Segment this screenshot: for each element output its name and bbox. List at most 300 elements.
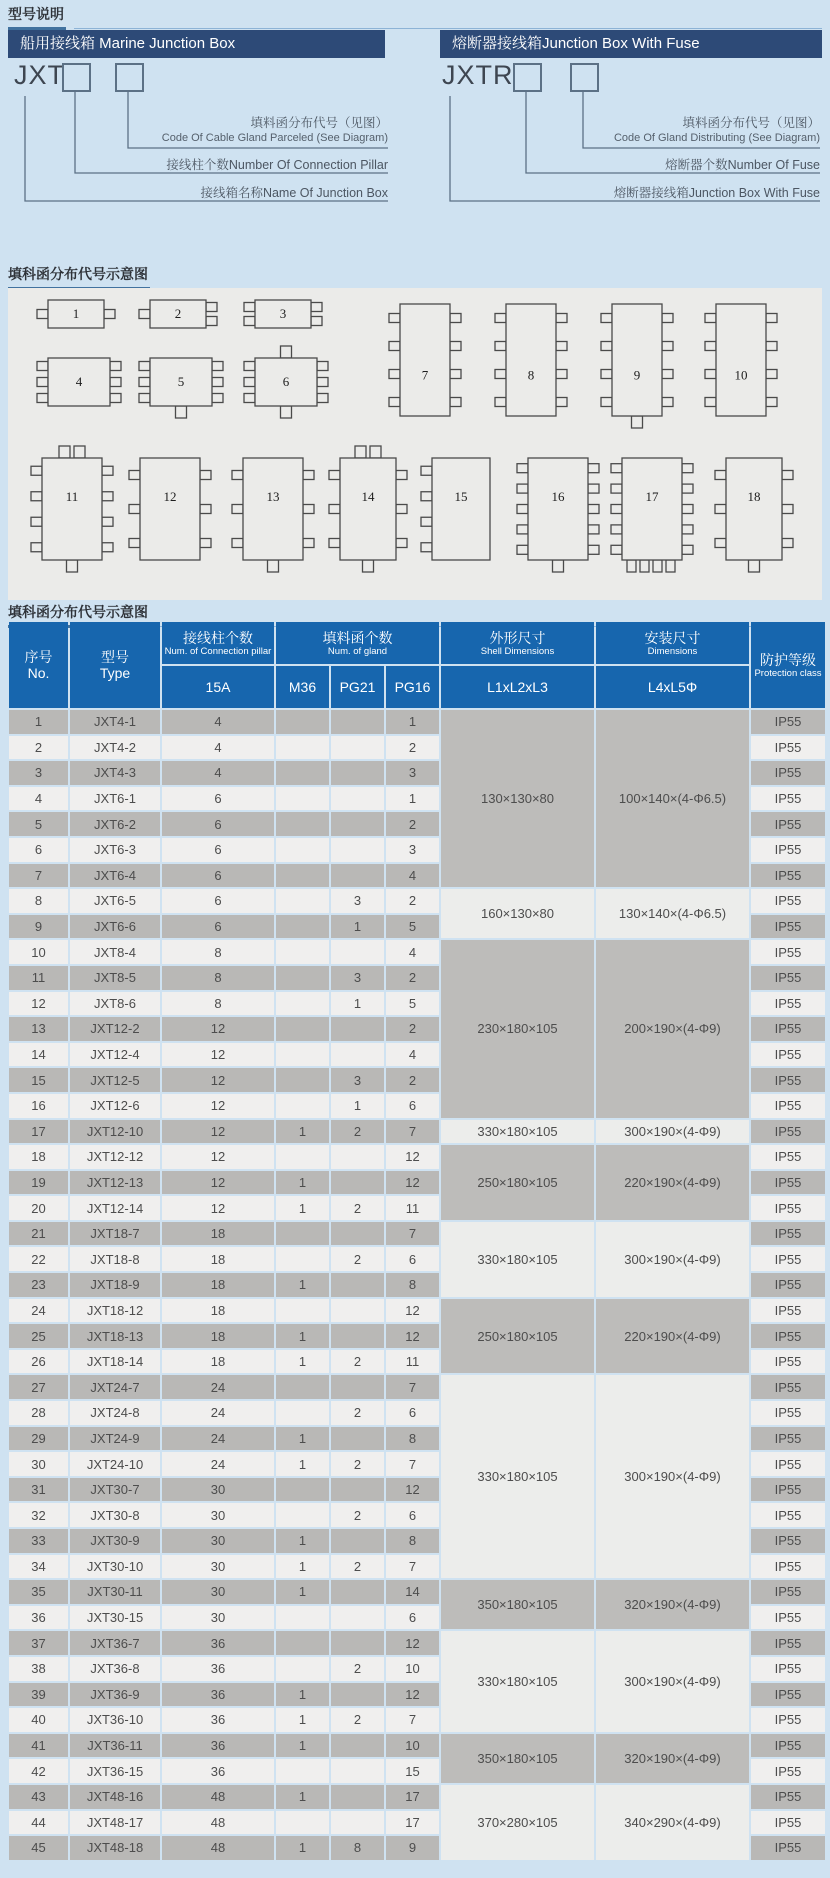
m36-cell: [276, 838, 329, 862]
gland-figure-16: [517, 458, 599, 572]
pg16-cell: 8: [386, 1529, 439, 1553]
no-cell: 34: [9, 1555, 68, 1579]
pillar-15a-cell: 12: [162, 1043, 274, 1067]
m36-cell: [276, 889, 329, 913]
pg16-cell: 5: [386, 915, 439, 939]
pg16-cell: 7: [386, 1452, 439, 1476]
gland-figure-number: 10: [734, 367, 748, 383]
pillar-15a-cell: 30: [162, 1478, 274, 1502]
protection-cell: IP55: [751, 1759, 825, 1783]
section-rule: [74, 28, 822, 29]
protection-cell: IP55: [751, 1068, 825, 1092]
protection-cell: IP55: [751, 864, 825, 888]
pg21-cell: [331, 1631, 384, 1655]
pg21-cell: [331, 1734, 384, 1758]
pg21-cell: [331, 1222, 384, 1246]
type-cell: JXT48-17: [70, 1811, 160, 1835]
protection-cell: IP55: [751, 1145, 825, 1169]
gland-figure-number: 14: [361, 488, 375, 504]
pg21-cell: [331, 1427, 384, 1451]
mount-dims-cell: 300×190×(4-Φ9): [596, 1120, 749, 1144]
pg21-cell: 1: [331, 992, 384, 1016]
pg16-cell: 5: [386, 992, 439, 1016]
protection-cell: IP55: [751, 1734, 825, 1758]
gland-figure-7: [389, 304, 461, 416]
pg16-cell: 11: [386, 1196, 439, 1220]
m36-cell: [276, 761, 329, 785]
type-cell: JXT36-15: [70, 1759, 160, 1783]
no-cell: 12: [9, 992, 68, 1016]
pg16-cell: 10: [386, 1657, 439, 1681]
m36-cell: 1: [276, 1273, 329, 1297]
pg21-cell: 2: [331, 1503, 384, 1527]
gland-figure-10: [705, 304, 777, 416]
pillar-15a-cell: 48: [162, 1836, 274, 1860]
pg16-cell: 2: [386, 736, 439, 760]
pg21-cell: [331, 761, 384, 785]
pg16-cell: 6: [386, 1401, 439, 1425]
type-cell: JXT30-9: [70, 1529, 160, 1553]
pg21-cell: [331, 1375, 384, 1399]
pg21-cell: [331, 1811, 384, 1835]
pg21-cell: [331, 1785, 384, 1809]
gland-figure-17: [611, 458, 693, 572]
gland-figure-14: [329, 446, 407, 572]
pg16-cell: 6: [386, 1247, 439, 1271]
pillar-15a-cell: 24: [162, 1401, 274, 1425]
pg21-cell: [331, 1606, 384, 1630]
gland-figure-number: 13: [266, 488, 280, 504]
table-row: [9, 1299, 825, 1323]
no-cell: 5: [9, 812, 68, 836]
pg21-cell: [331, 838, 384, 862]
no-cell: 38: [9, 1657, 68, 1681]
m36-cell: [276, 736, 329, 760]
no-cell: 22: [9, 1247, 68, 1271]
banner-junction-box-with-fuse: 熔断器接线箱Junction Box With Fuse: [440, 30, 822, 58]
table-row: [9, 1580, 825, 1604]
protection-cell: IP55: [751, 1171, 825, 1195]
m36-cell: 1: [276, 1529, 329, 1553]
pg21-cell: [331, 1478, 384, 1502]
pg16-cell: 6: [386, 1606, 439, 1630]
pillar-15a-cell: 24: [162, 1427, 274, 1451]
protection-cell: IP55: [751, 1811, 825, 1835]
no-cell: 36: [9, 1606, 68, 1630]
pg16-cell: 12: [386, 1478, 439, 1502]
pillar-15a-cell: 6: [162, 889, 274, 913]
m36-cell: [276, 1478, 329, 1502]
m36-cell: [276, 1299, 329, 1323]
pg16-cell: 1: [386, 710, 439, 734]
type-cell: JXT12-6: [70, 1094, 160, 1118]
no-cell: 31: [9, 1478, 68, 1502]
protection-cell: IP55: [751, 1478, 825, 1502]
no-cell: 25: [9, 1324, 68, 1348]
protection-cell: IP55: [751, 1299, 825, 1323]
jxtr-model-code-diagram: [440, 60, 822, 212]
gland-figure-number: 3: [279, 306, 287, 321]
pg21-cell: 2: [331, 1401, 384, 1425]
pg16-cell: 6: [386, 1503, 439, 1527]
pillar-15a-cell: 6: [162, 915, 274, 939]
no-cell: 29: [9, 1427, 68, 1451]
pg21-cell: 2: [331, 1555, 384, 1579]
m36-cell: 1: [276, 1120, 329, 1144]
shell-dims-cell: 330×180×105: [441, 1222, 594, 1297]
pg16-cell: 12: [386, 1171, 439, 1195]
pillar-15a-cell: 12: [162, 1145, 274, 1169]
table-row: [9, 1120, 825, 1144]
type-cell: JXT12-10: [70, 1120, 160, 1144]
no-cell: 30: [9, 1452, 68, 1476]
protection-cell: IP55: [751, 1350, 825, 1374]
no-cell: 16: [9, 1094, 68, 1118]
pg16-cell: 4: [386, 940, 439, 964]
pillar-15a-cell: 30: [162, 1580, 274, 1604]
protection-cell: IP55: [751, 761, 825, 785]
protection-cell: IP55: [751, 992, 825, 1016]
col-header-m36: M36: [276, 666, 329, 708]
gland-code-panel: [8, 288, 822, 600]
jxtr-label-gland-code: 填料函分布代号（见图） Code Of Gland Distributing (See Diagram): [613, 116, 820, 144]
protection-cell: IP55: [751, 812, 825, 836]
jxt-label-gland-code: 填料函分布代号（见图） Code Of Cable Gland Parceled (See Diagram): [161, 116, 388, 144]
jxtr-digit-box-2: [570, 63, 599, 92]
shell-dims-cell: 250×180×105: [441, 1145, 594, 1220]
jxt-model-code-diagram: [8, 60, 390, 212]
type-cell: JXT30-15: [70, 1606, 160, 1630]
pg21-cell: [331, 1324, 384, 1348]
protection-cell: IP55: [751, 1452, 825, 1476]
pg21-cell: [331, 1580, 384, 1604]
type-cell: JXT36-8: [70, 1657, 160, 1681]
pg16-cell: 12: [386, 1631, 439, 1655]
pg21-cell: [331, 787, 384, 811]
type-cell: JXT30-8: [70, 1503, 160, 1527]
m36-cell: 1: [276, 1452, 329, 1476]
shell-dims-cell: 160×130×80: [441, 889, 594, 938]
m36-cell: [276, 710, 329, 734]
pillar-15a-cell: 24: [162, 1375, 274, 1399]
gland-figure-number: 9: [633, 367, 641, 383]
pillar-15a-cell: 12: [162, 1017, 274, 1041]
shell-dims-cell: 130×130×80: [441, 710, 594, 887]
col-header-pg21: PG21: [331, 666, 384, 708]
gland-figure-18: [715, 458, 793, 572]
gland-figure-number: 5: [177, 374, 185, 389]
pillar-15a-cell: 30: [162, 1503, 274, 1527]
gland-figure-number: 18: [747, 488, 761, 504]
pg16-cell: 7: [386, 1708, 439, 1732]
gland-figure-number: 17: [645, 488, 659, 504]
gland-figure-number: 15: [454, 488, 468, 504]
protection-cell: IP55: [751, 1094, 825, 1118]
m36-cell: 1: [276, 1683, 329, 1707]
gland-figure-2: [139, 300, 217, 328]
shell-dims-cell: 350×180×105: [441, 1580, 594, 1629]
jxtr-digit-box-1: [513, 63, 542, 92]
jxt-prefix: JXT: [14, 60, 66, 90]
protection-cell: IP55: [751, 736, 825, 760]
table-row: [9, 1631, 825, 1655]
no-cell: 21: [9, 1222, 68, 1246]
pg21-cell: [331, 1017, 384, 1041]
pillar-15a-cell: 18: [162, 1324, 274, 1348]
type-cell: JXT4-2: [70, 736, 160, 760]
section-header-gland-diagram: [8, 264, 822, 290]
pillar-15a-cell: 24: [162, 1452, 274, 1476]
no-cell: 1: [9, 710, 68, 734]
pg16-cell: 12: [386, 1145, 439, 1169]
shell-dims-cell: 330×180×105: [441, 1375, 594, 1578]
gland-figure-number: 8: [527, 367, 535, 383]
shell-dims-cell: 250×180×105: [441, 1299, 594, 1374]
gland-figure-11: [31, 446, 113, 572]
gland-figure-8: [495, 304, 567, 416]
no-cell: 7: [9, 864, 68, 888]
no-cell: 40: [9, 1708, 68, 1732]
type-cell: JXT6-5: [70, 889, 160, 913]
pg21-cell: [331, 812, 384, 836]
type-cell: JXT18-7: [70, 1222, 160, 1246]
no-cell: 18: [9, 1145, 68, 1169]
table-row: [9, 1734, 825, 1758]
pillar-15a-cell: 12: [162, 1120, 274, 1144]
pillar-15a-cell: 12: [162, 1171, 274, 1195]
no-cell: 8: [9, 889, 68, 913]
gland-figure-12: [129, 458, 211, 560]
gland-figure-9: [601, 304, 673, 428]
section-title: 填科函分布代号示意图: [8, 602, 150, 628]
shell-dims-cell: 350×180×105: [441, 1734, 594, 1783]
protection-cell: IP55: [751, 1529, 825, 1553]
pillar-15a-cell: 30: [162, 1606, 274, 1630]
pg21-cell: [331, 1759, 384, 1783]
pillar-15a-cell: 12: [162, 1068, 274, 1092]
type-cell: JXT18-9: [70, 1273, 160, 1297]
table-row: [9, 1145, 825, 1169]
no-cell: 37: [9, 1631, 68, 1655]
gland-figure-1: [37, 300, 115, 328]
gland-figure-3: [244, 300, 322, 328]
m36-cell: 1: [276, 1350, 329, 1374]
pillar-15a-cell: 6: [162, 787, 274, 811]
m36-cell: [276, 1503, 329, 1527]
no-cell: 24: [9, 1299, 68, 1323]
gland-figure-number: 12: [163, 488, 177, 504]
type-cell: JXT4-3: [70, 761, 160, 785]
m36-cell: [276, 1811, 329, 1835]
protection-cell: IP55: [751, 1222, 825, 1246]
pillar-15a-cell: 18: [162, 1273, 274, 1297]
pillar-15a-cell: 6: [162, 838, 274, 862]
pillar-15a-cell: 12: [162, 1196, 274, 1220]
pillar-15a-cell: 30: [162, 1529, 274, 1553]
pg16-cell: 12: [386, 1683, 439, 1707]
no-cell: 20: [9, 1196, 68, 1220]
jxt-digit-box-1: [62, 63, 91, 92]
protection-cell: IP55: [751, 1120, 825, 1144]
m36-cell: [276, 1094, 329, 1118]
spec-table: [7, 620, 827, 1862]
pg16-cell: 15: [386, 1759, 439, 1783]
pillar-15a-cell: 18: [162, 1247, 274, 1271]
m36-cell: [276, 812, 329, 836]
type-cell: JXT12-12: [70, 1145, 160, 1169]
pg16-cell: 9: [386, 1836, 439, 1860]
pillar-15a-cell: 12: [162, 1094, 274, 1118]
pillar-15a-cell: 36: [162, 1631, 274, 1655]
type-cell: JXT12-4: [70, 1043, 160, 1067]
pg21-cell: 8: [331, 1836, 384, 1860]
protection-cell: IP55: [751, 1247, 825, 1271]
type-cell: JXT12-5: [70, 1068, 160, 1092]
pillar-15a-cell: 8: [162, 992, 274, 1016]
gland-figure-4: [37, 358, 121, 406]
pillar-15a-cell: 6: [162, 864, 274, 888]
table-row: [9, 1222, 825, 1246]
mount-dims-cell: 300×190×(4-Φ9): [596, 1222, 749, 1297]
m36-cell: [276, 1068, 329, 1092]
no-cell: 19: [9, 1171, 68, 1195]
col-header-gland-group: 填料函个数 Num. of gland: [276, 622, 439, 664]
no-cell: 4: [9, 787, 68, 811]
m36-cell: 1: [276, 1580, 329, 1604]
table-row: [9, 889, 825, 913]
m36-cell: [276, 1043, 329, 1067]
type-cell: JXT48-18: [70, 1836, 160, 1860]
pillar-15a-cell: 36: [162, 1759, 274, 1783]
no-cell: 28: [9, 1401, 68, 1425]
protection-cell: IP55: [751, 787, 825, 811]
protection-cell: IP55: [751, 1324, 825, 1348]
type-cell: JXT6-6: [70, 915, 160, 939]
pg21-cell: [331, 1299, 384, 1323]
pg16-cell: 8: [386, 1273, 439, 1297]
m36-cell: [276, 1759, 329, 1783]
mount-dims-cell: 130×140×(4-Φ6.5): [596, 889, 749, 938]
protection-cell: IP55: [751, 1836, 825, 1860]
m36-cell: [276, 1222, 329, 1246]
protection-cell: IP55: [751, 1375, 825, 1399]
mount-dims-cell: 200×190×(4-Φ9): [596, 940, 749, 1117]
type-cell: JXT12-14: [70, 1196, 160, 1220]
pillar-15a-cell: 36: [162, 1708, 274, 1732]
no-cell: 26: [9, 1350, 68, 1374]
m36-cell: [276, 864, 329, 888]
type-cell: JXT18-12: [70, 1299, 160, 1323]
pg16-cell: 8: [386, 1427, 439, 1451]
no-cell: 17: [9, 1120, 68, 1144]
protection-cell: IP55: [751, 1273, 825, 1297]
pg21-cell: 2: [331, 1196, 384, 1220]
protection-cell: IP55: [751, 1017, 825, 1041]
no-cell: 45: [9, 1836, 68, 1860]
protection-cell: IP55: [751, 1196, 825, 1220]
spec-table-body: [9, 710, 825, 1860]
protection-cell: IP55: [751, 1043, 825, 1067]
m36-cell: [276, 787, 329, 811]
pg21-cell: 1: [331, 1094, 384, 1118]
pg16-cell: 3: [386, 761, 439, 785]
mount-dims-cell: 220×190×(4-Φ9): [596, 1299, 749, 1374]
type-cell: JXT24-9: [70, 1427, 160, 1451]
pg21-cell: 3: [331, 1068, 384, 1092]
gland-figure-number: 1: [72, 306, 80, 321]
protection-cell: IP55: [751, 710, 825, 734]
protection-cell: IP55: [751, 1555, 825, 1579]
pillar-15a-cell: 4: [162, 761, 274, 785]
pg21-cell: [331, 1145, 384, 1169]
m36-cell: [276, 1606, 329, 1630]
no-cell: 32: [9, 1503, 68, 1527]
type-cell: JXT36-11: [70, 1734, 160, 1758]
gland-figure-number: 16: [551, 488, 565, 504]
pillar-15a-cell: 36: [162, 1683, 274, 1707]
type-cell: JXT4-1: [70, 710, 160, 734]
jxtr-prefix: JXTR: [442, 60, 514, 90]
shell-dims-cell: 230×180×105: [441, 940, 594, 1117]
type-cell: JXT18-13: [70, 1324, 160, 1348]
pillar-15a-cell: 30: [162, 1555, 274, 1579]
m36-cell: [276, 1145, 329, 1169]
protection-cell: IP55: [751, 1657, 825, 1681]
m36-cell: [276, 1657, 329, 1681]
no-cell: 6: [9, 838, 68, 862]
m36-cell: 1: [276, 1836, 329, 1860]
pillar-15a-cell: 48: [162, 1811, 274, 1835]
pg21-cell: [331, 710, 384, 734]
pg16-cell: 7: [386, 1555, 439, 1579]
m36-cell: [276, 915, 329, 939]
pillar-15a-cell: 4: [162, 736, 274, 760]
type-cell: JXT24-7: [70, 1375, 160, 1399]
col-header-protection: 防护等级 Protection class: [751, 622, 825, 708]
gland-figure-number: 11: [65, 488, 79, 504]
type-cell: JXT18-14: [70, 1350, 160, 1374]
pg21-cell: 2: [331, 1120, 384, 1144]
pg16-cell: 11: [386, 1350, 439, 1374]
pillar-15a-cell: 18: [162, 1299, 274, 1323]
banner-marine-junction-box: 船用接线箱 Marine Junction Box: [8, 30, 385, 58]
no-cell: 39: [9, 1683, 68, 1707]
gland-figure-6: [244, 346, 328, 418]
pg16-cell: 4: [386, 864, 439, 888]
type-cell: JXT36-7: [70, 1631, 160, 1655]
no-cell: 11: [9, 966, 68, 990]
m36-cell: 1: [276, 1708, 329, 1732]
type-cell: JXT6-3: [70, 838, 160, 862]
pg21-cell: [331, 940, 384, 964]
type-cell: JXT8-5: [70, 966, 160, 990]
m36-cell: [276, 1247, 329, 1271]
shell-dims-cell: 330×180×105: [441, 1631, 594, 1731]
type-cell: JXT6-1: [70, 787, 160, 811]
no-cell: 3: [9, 761, 68, 785]
pg16-cell: 2: [386, 966, 439, 990]
protection-cell: IP55: [751, 838, 825, 862]
protection-cell: IP55: [751, 1580, 825, 1604]
type-cell: JXT6-4: [70, 864, 160, 888]
no-cell: 27: [9, 1375, 68, 1399]
gland-figure-number: 6: [282, 374, 290, 389]
pg21-cell: 2: [331, 1708, 384, 1732]
m36-cell: [276, 1375, 329, 1399]
col-header-l4l5: L4xL5Φ: [596, 666, 749, 708]
no-cell: 44: [9, 1811, 68, 1835]
type-cell: JXT6-2: [70, 812, 160, 836]
